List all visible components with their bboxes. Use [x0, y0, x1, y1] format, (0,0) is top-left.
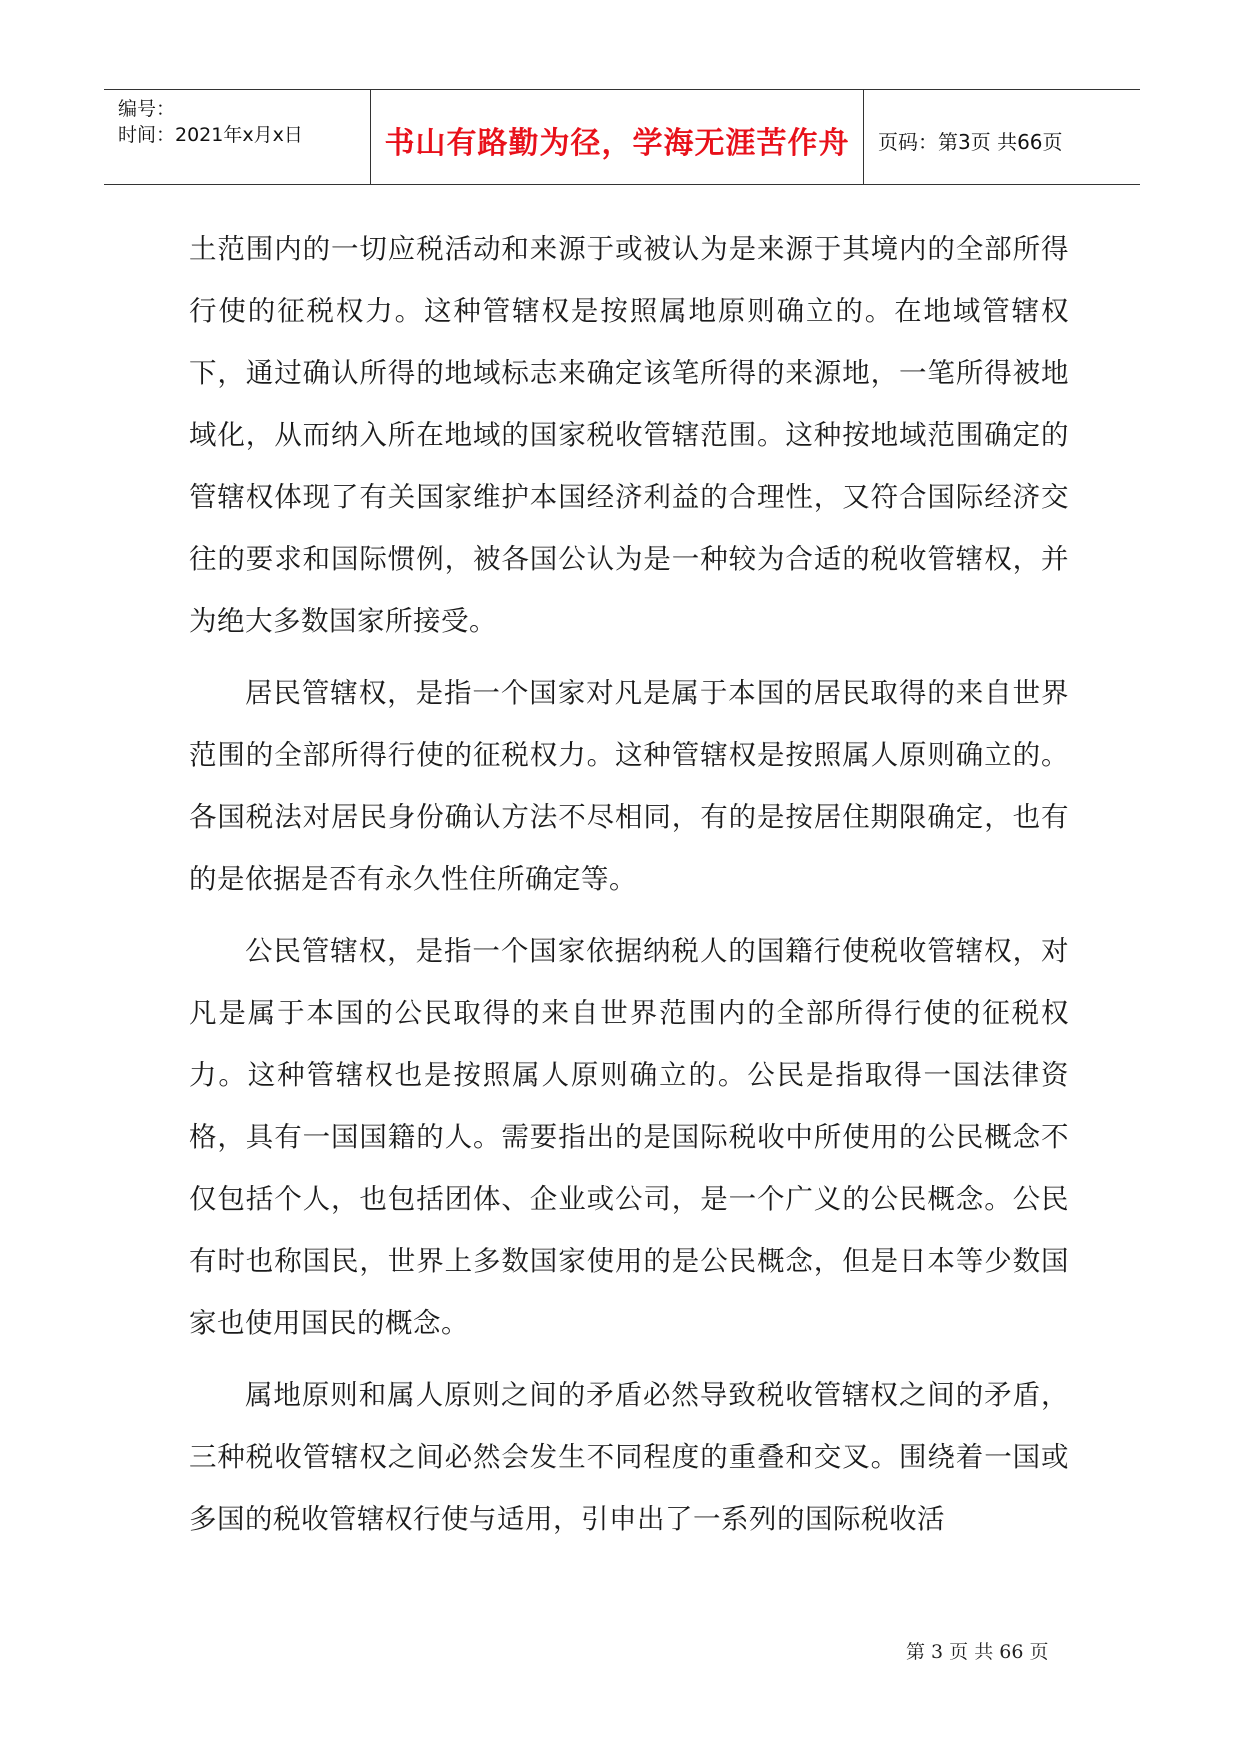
header-motto-cell	[371, 90, 864, 184]
paragraph-conflict: 属地原则和属人原则之间的矛盾必然导致税收管辖权之间的矛盾，三种税收管辖权之间必然会发生不同程度的重叠和交叉。围绕着一国或多国的税收管辖权行使与适用，引申出了一系列的国际税收活	[189, 1379, 1069, 1535]
header-page-code	[864, 90, 1140, 184]
page-header	[104, 89, 1140, 185]
paragraph-citizen-jurisdiction: 公民管辖权，是指一个国家依据纳税人的国籍行使税收管辖权，对凡是属于本国的公民取得的来自世界范围内的全部所得行使的征税权力。这种管辖权也是按照属人原则确立的。公民是指取得一国法律资格，具有一国国籍的人。需要指出的是国际税收中所使用的公民概念不仅包括个人，也包括团体、企业或公司，是一个广义的公民概念。公民有时也称国民，世界上多数国家使用的是公民概念，但是日本等少数国家也使用国民的概念。	[189, 935, 1069, 1339]
page-footer: 第 3 页 共 66 页	[906, 1641, 1049, 1663]
document-body	[189, 218, 1069, 1560]
paragraph-continued: 土范围内的一切应税活动和来源于或被认为是来源于其境内的全部所得行使的征税权力。这种管辖权是按照属地原则确立的。在地域管辖权下，通过确认所得的地域标志来确定该笔所得的来源地，一笔所得被地域化，从而纳入所在地域的国家税收管辖范围。这种按地域范围确定的管辖权体现了有关国家维护本国经济利益的合理性，又符合国际经济交往的要求和国际惯例，被各国公认为是一种较为合适的税收管辖权，并为绝大多数国家所接受。	[189, 233, 1069, 637]
document-number-label: 编号：	[118, 98, 176, 120]
header-meta	[104, 90, 371, 184]
paragraph-resident-jurisdiction: 居民管辖权，是指一个国家对凡是属于本国的居民取得的来自世界范围的全部所得行使的征税权力。这种管辖权是按照属人原则确立的。各国税法对居民身份确认方法不尽相同，有的是按居住期限确定，也有的是依据是否有永久性住所确定等。	[189, 677, 1069, 895]
motto: 书山有路勤为径，学海无涯苦作舟	[384, 126, 850, 161]
document-date: 时间：2021年x月x日	[118, 124, 303, 146]
page-code: 页码：第3页 共66页	[878, 130, 1063, 154]
